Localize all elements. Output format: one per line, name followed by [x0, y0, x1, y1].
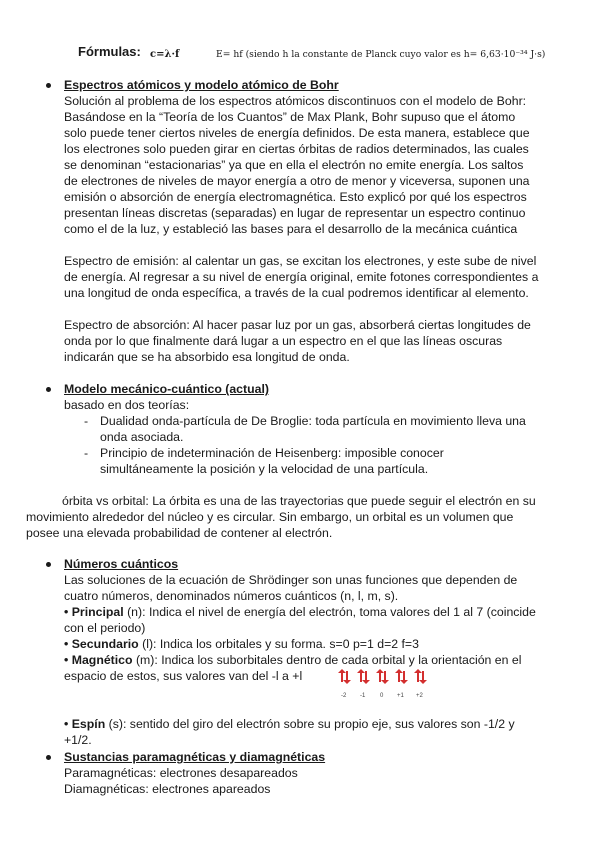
orbital-label: 0	[380, 693, 384, 699]
section-bohr	[0, 77, 600, 365]
principal-text: (n): Indica el nivel de energía del electrón, toma valores del 1 al 7 (coincide con el periodo)	[64, 605, 536, 635]
section-heading: Modelo mecánico-cuántico (actual)	[64, 382, 269, 396]
list-item-text: Dualidad onda-partícula de De Broglie: toda partícula en movimiento lleva una onda asociada.	[100, 414, 526, 444]
secondary-number	[0, 636, 539, 652]
list-item	[0, 413, 540, 445]
secondary-text: (l): Indica los orbitales y su forma. s=0 p=1 d=2 f=3	[138, 637, 419, 651]
bullet-icon	[46, 562, 51, 567]
dash-icon: -	[84, 446, 89, 460]
spin-number	[0, 716, 539, 748]
section-quantum-numbers	[0, 556, 600, 684]
bullet-icon	[46, 83, 51, 88]
formulas-line	[0, 44, 600, 64]
theory-list	[0, 413, 600, 477]
paragraph-absorption: Espectro de absorción: Al hacer pasar luz por un gas, absorberá ciertas longitudes de onda por lo que finalmente dará lugar a un espectro en el que las líneas oscuras indicarán que se ha absorbido esa longitud de onda.	[64, 318, 531, 364]
intro-text: basado en dos teorías:	[64, 398, 190, 412]
orbital-label: +2	[416, 693, 423, 699]
section-quantum-model	[0, 381, 600, 541]
orbital-diagram	[330, 670, 430, 700]
paragraph-orbit-vs-orbital: órbita vs orbital: La órbita es una de las trayectorias que puede seguir el electrón en su movimiento alrededor del núcleo y es circular. Sin embargo, un orbital es un volumen que posee una elevada probabilidad de contener al electrón.	[26, 494, 536, 540]
dash-icon: -	[84, 414, 89, 428]
section-heading: Espectros atómicos y modelo atómico de Bohr	[64, 78, 339, 92]
secondary-label: • Secundario	[64, 637, 139, 651]
magnetic-text: (m): Indica los suborbitales dentro de cada orbital y la orientación en el espacio de estos, sus valores van del -l a +l	[64, 653, 522, 683]
spin-text: (s): sentido del giro del electrón sobre su propio eje, sus valores son -1/2 y +1/2.	[64, 717, 515, 747]
paramagnetic-text: Paramagnéticas: electrones desapareados	[64, 766, 298, 780]
orbital-arrows	[414, 670, 428, 686]
magnetic-label: • Magnético	[64, 653, 133, 667]
paragraph-bohr: Solución al problema de los espectros atómicos discontinuos con el modelo de Bohr: Basándose en la “Teoría de los Cuantos” de Max Plank, Bohr supuso que el átomo solo puede tener ciertos niveles de energía definidos. De esta manera, establece que los electrones solo pueden girar en ciertas órbitas de radios determinados, las cuales se denominan “estacionarias” ya que en ella el electrón no emite energía. Los saltos de electrones de niveles de mayor energía a otro de menor y viceversa, suponen una emisión o absorción de energía electromagnética. Esto explicó por qué los espectros presentan líneas discretas (separadas) en lugar de representar un espectro continuo como el de la luz, y estableció las bases para el desarrollo de la mecánica cuántica	[64, 94, 530, 236]
section-heading: Números cuánticos	[64, 557, 179, 571]
principal-label: • Principal	[64, 605, 124, 619]
principal-number	[0, 604, 539, 636]
paragraph-emission: Espectro de emisión: al calentar un gas, se excitan los electrones, y este sube de nivel de energía. Al regresar a su nivel de energía original, emite fotones correspondientes a una longitud de onda específica, a través de la cual podremos identificar al elemento.	[64, 254, 539, 300]
spin-label: • Espín	[64, 717, 106, 731]
planck-equation: E= hf (siendo h la constante de Planck cuyo valor es h= 6,63·10⁻³⁴ J·s)	[216, 49, 546, 60]
orbital-arrows	[338, 670, 352, 686]
orbital-label: -1	[360, 693, 366, 699]
magnetic-number	[0, 652, 539, 684]
section-heading: Sustancias paramagnéticas y diamagnéticas	[64, 750, 326, 764]
paragraph-quantum-intro: Las soluciones de la ecuación de Shrödinger son unas funciones que dependen de cuatro números, denominados números cuánticos (n, l, m, s).	[64, 573, 518, 603]
orbital-arrows	[376, 670, 390, 686]
list-item-text: Principio de indeterminación de Heisenberg: imposible conocer simultáneamente la posición y la velocidad de una partícula.	[100, 446, 444, 476]
orbital-label: -2	[341, 693, 347, 699]
list-item	[0, 445, 540, 477]
orbital-label: +1	[397, 693, 404, 699]
diamagnetic-text: Diamagnéticas: electrones apareados	[64, 782, 271, 796]
bullet-icon	[46, 755, 51, 760]
bullet-icon	[46, 387, 51, 392]
formulas-label: Fórmulas:	[78, 44, 141, 59]
orbital-arrows	[395, 670, 409, 686]
wave-equation: c=λ·f	[150, 49, 180, 60]
orbital-arrows	[357, 670, 371, 686]
section-magnetism	[0, 749, 600, 797]
